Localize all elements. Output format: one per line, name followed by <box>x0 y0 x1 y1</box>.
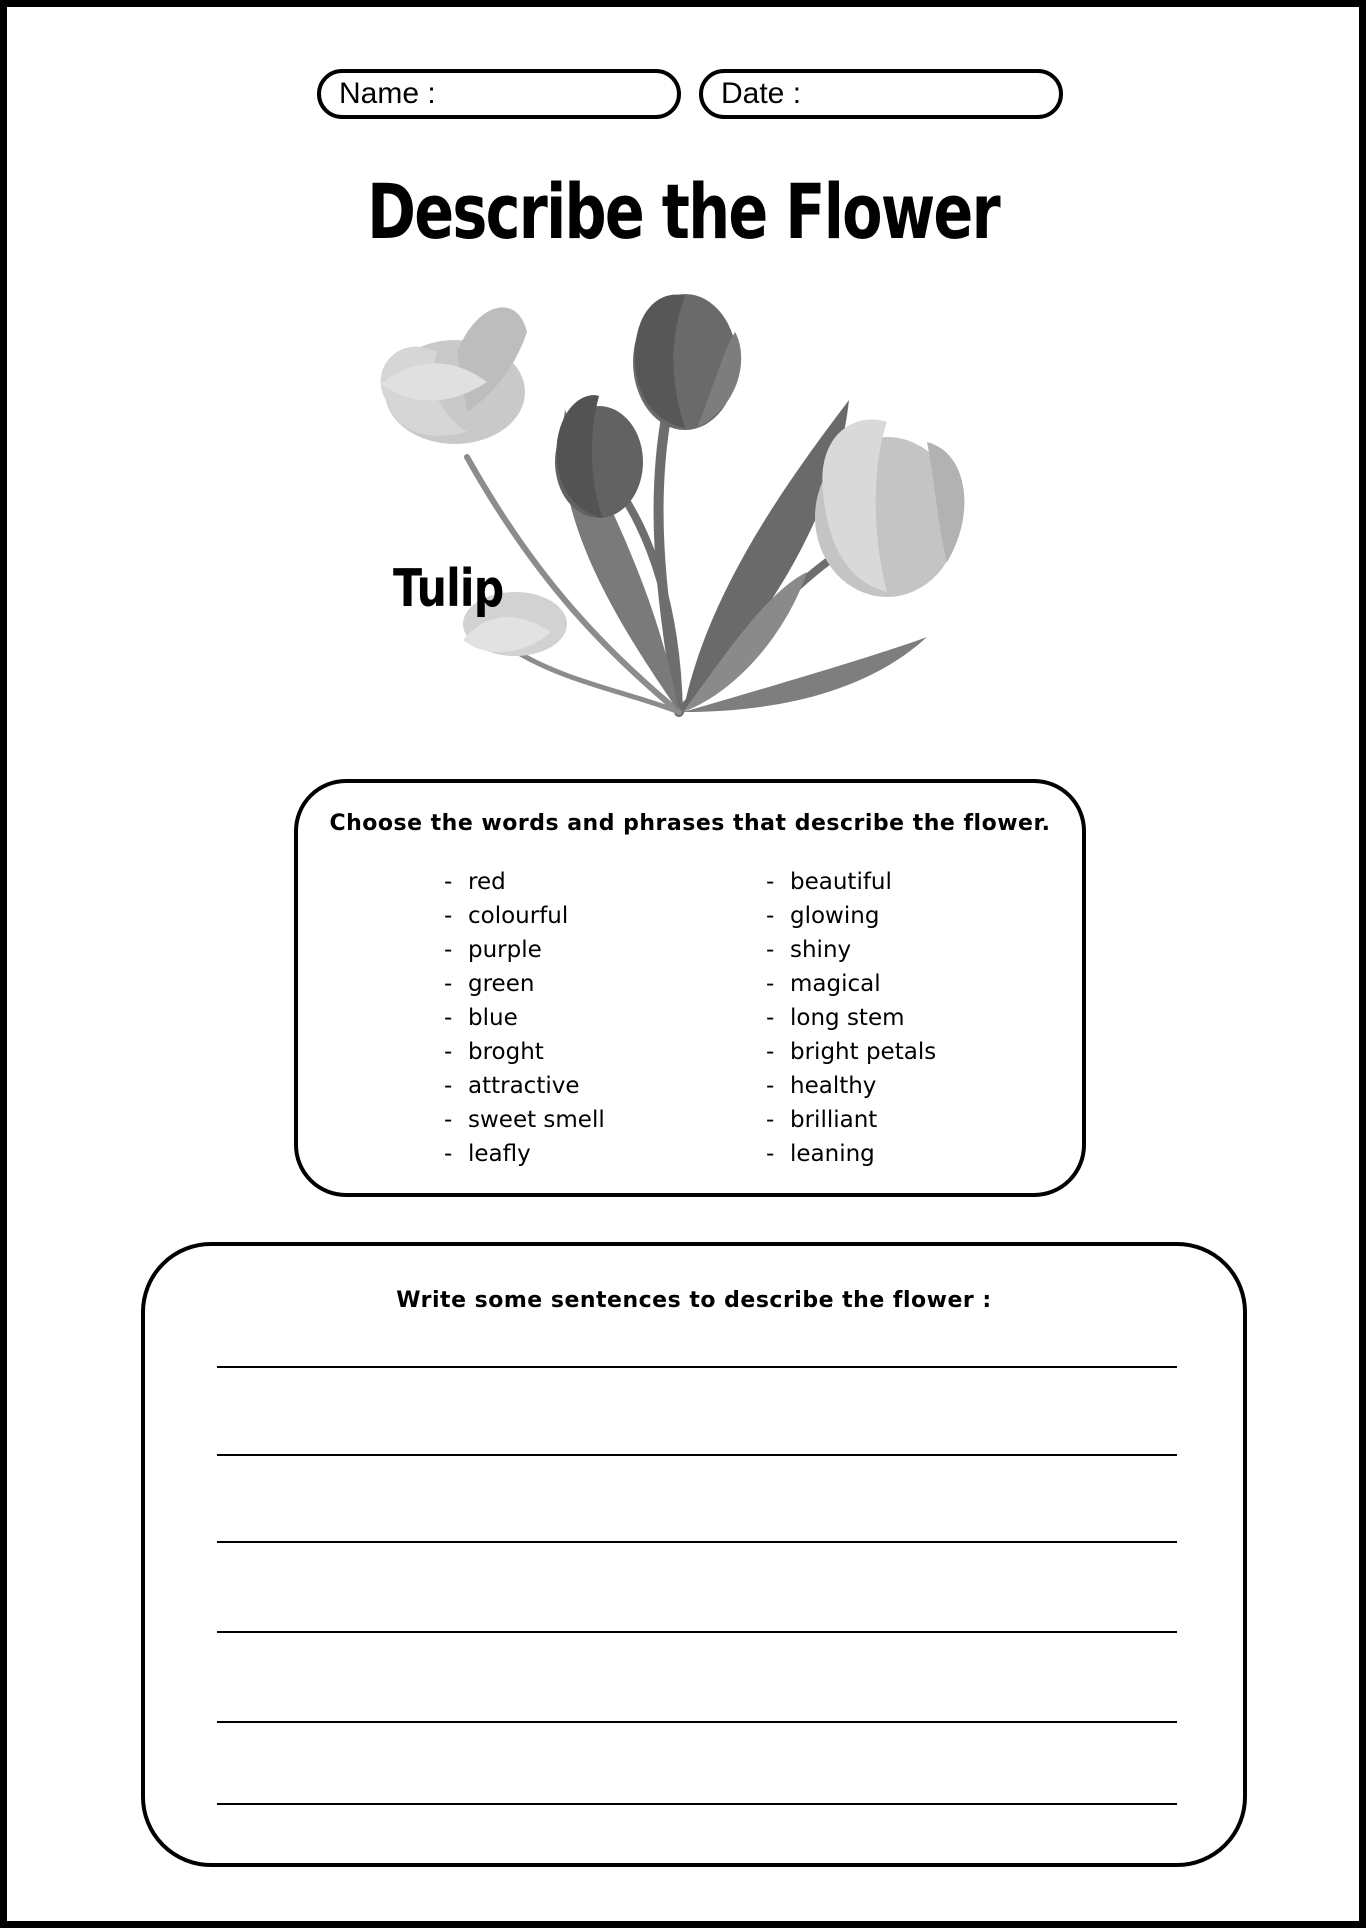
name-label: Name : <box>339 77 436 110</box>
word-column-left <box>444 865 605 1171</box>
word-option[interactable]: - sweet smell <box>444 1107 605 1133</box>
writing-line[interactable] <box>217 1366 1177 1368</box>
word-option[interactable]: - purple <box>444 937 542 963</box>
name-field[interactable] <box>317 69 681 119</box>
word-option[interactable]: - magical <box>766 971 881 997</box>
word-column-right <box>766 865 936 1171</box>
word-option[interactable]: - brilliant <box>766 1107 878 1133</box>
word-option[interactable]: - attractive <box>444 1073 580 1099</box>
date-field[interactable] <box>699 69 1063 119</box>
word-option[interactable]: - long stem <box>766 1005 905 1031</box>
word-option[interactable]: - leaning <box>766 1141 875 1167</box>
word-option[interactable]: - broght <box>444 1039 544 1065</box>
word-option[interactable]: - bright petals <box>766 1039 937 1065</box>
word-option[interactable]: - green <box>444 971 535 997</box>
writing-line[interactable] <box>217 1454 1177 1456</box>
word-option[interactable]: - healthy <box>766 1073 877 1099</box>
writing-box <box>141 1242 1247 1867</box>
tulip-illustration <box>367 292 1007 732</box>
word-option[interactable]: - red <box>444 869 506 895</box>
writing-line[interactable] <box>217 1631 1177 1633</box>
page-title: Describe the Flower <box>367 167 999 256</box>
date-label: Date : <box>721 77 802 110</box>
leaf-right-tall <box>683 400 849 712</box>
writing-prompt: Write some sentences to describe the flower : <box>396 1288 992 1313</box>
word-option[interactable]: - glowing <box>766 903 880 929</box>
word-choice-prompt: Choose the words and phrases that describe the flower. <box>329 811 1051 836</box>
word-option[interactable]: - colourful <box>444 903 569 929</box>
writing-line[interactable] <box>217 1803 1177 1805</box>
writing-line[interactable] <box>217 1541 1177 1543</box>
writing-line[interactable] <box>217 1721 1177 1723</box>
word-choice-box <box>294 779 1086 1197</box>
word-option[interactable]: - beautiful <box>766 869 892 895</box>
word-option[interactable]: - blue <box>444 1005 518 1031</box>
flower-name-label: Tulip <box>393 559 504 619</box>
word-option[interactable]: - leafly <box>444 1141 531 1167</box>
word-option[interactable]: - shiny <box>766 937 852 963</box>
